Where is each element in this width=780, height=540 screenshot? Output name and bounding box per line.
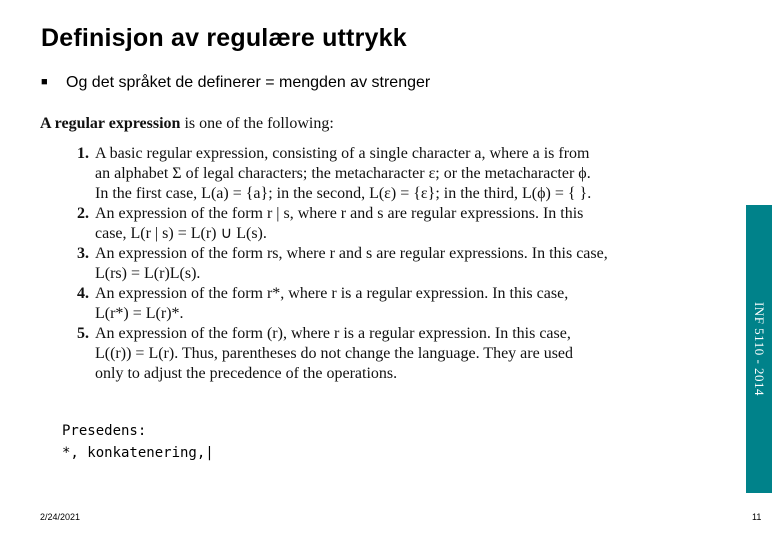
slide-title: Definisjon av regulære uttrykk	[41, 24, 407, 52]
rule-line: case, L(r | s) = L(r) ∪ L(s).	[95, 225, 267, 242]
square-bullet-icon: ■	[41, 76, 48, 88]
rule-line: L(r*) = L(r)*.	[95, 305, 184, 322]
precedence-note	[62, 420, 214, 464]
rule-line: An expression of the form r*, where r is a regular expression. In this case,	[95, 285, 569, 302]
course-side-band	[746, 205, 772, 493]
rule-number: 5.	[77, 325, 89, 342]
footer-date: 2/24/2021	[40, 512, 81, 522]
rule-number: 4.	[77, 285, 89, 302]
precedence-heading: Presedens:	[62, 423, 147, 439]
rule-number: 2.	[77, 205, 89, 222]
textbook-excerpt	[40, 114, 680, 384]
rule-item	[40, 244, 680, 284]
rule-number: 3.	[77, 245, 89, 262]
rule-item	[40, 204, 680, 244]
rule-item	[40, 284, 680, 324]
rule-line: L(rs) = L(r)L(s).	[95, 265, 201, 282]
bullet-text: Og det språket de definerer = mengden av strenger	[66, 74, 431, 91]
page-number: 11	[752, 512, 762, 522]
rule-line: an alphabet Σ of legal characters; the metacharacter ε; or the metacharacter ϕ.	[95, 165, 591, 182]
rule-item	[40, 144, 680, 204]
rule-line: An expression of the form r | s, where r and s are regular expressions. In this	[95, 205, 584, 222]
rule-number: 1.	[77, 145, 89, 162]
bullet-point	[41, 74, 430, 92]
intro-term: A regular expression	[40, 115, 181, 132]
rule-line: only to adjust the precedence of the operations.	[95, 365, 398, 382]
rule-item	[40, 324, 680, 384]
excerpt-intro	[40, 114, 680, 134]
rule-line: An expression of the form rs, where r and s are regular expressions. In this case,	[95, 245, 608, 262]
course-label: INF 5110 - 2014	[752, 301, 767, 397]
precedence-order: *, konkatenering,|	[62, 445, 214, 461]
rule-line: L((r)) = L(r). Thus, parentheses do not change the language. They are used	[95, 345, 574, 362]
rule-line: In the first case, L(a) = {a}; in the second, L(ε) = {ε}; in the third, L(ϕ) = { }.	[95, 185, 592, 202]
rule-line: An expression of the form (r), where r is a regular expression. In this case,	[95, 325, 571, 342]
intro-rest: is one of the following:	[180, 115, 334, 132]
rule-line: A basic regular expression, consisting of a single character a, where a is from	[95, 145, 590, 162]
